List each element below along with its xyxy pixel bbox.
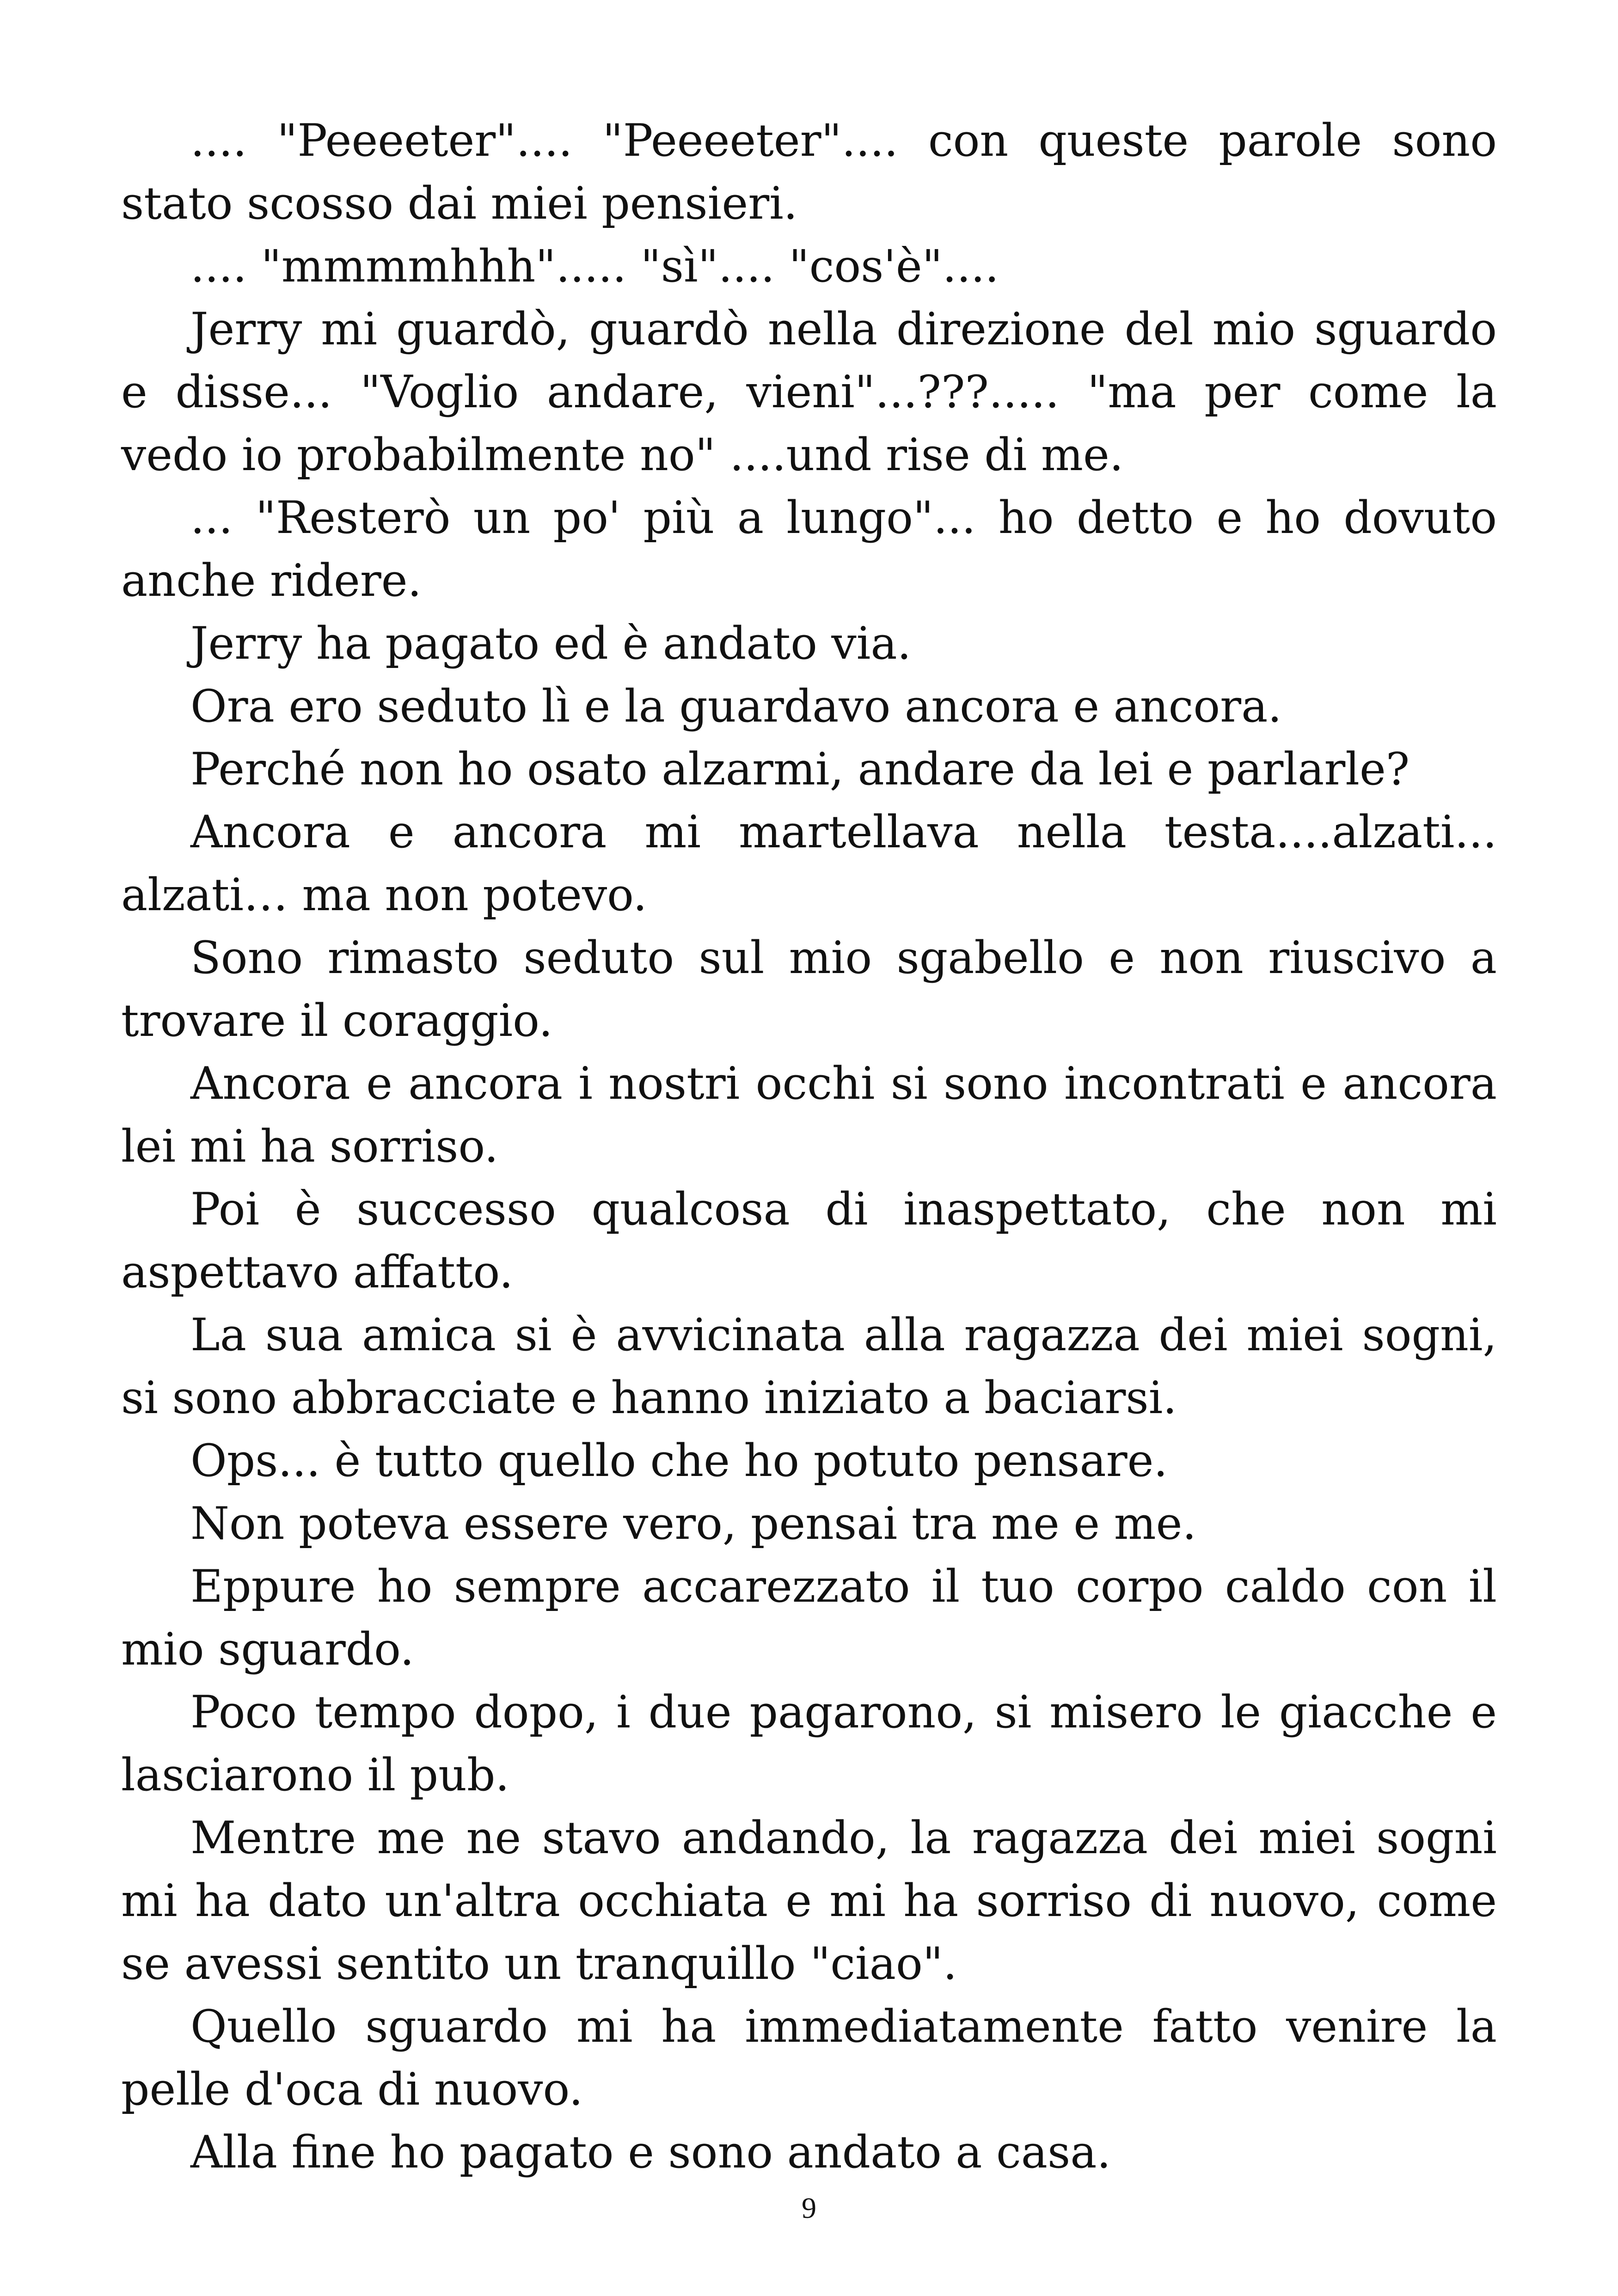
paragraph: Perché non ho osato alzarmi, andare da lei e parlarle?: [190, 743, 1410, 795]
paragraph: Poco tempo dopo, i due pagarono, si misero le giacche e lasciarono il pub.: [121, 1686, 1497, 1801]
paragraph: Jerry mi guardò, guardò nella direzione del mio sguardo e disse... "Voglio andare, vieni"...???..... "ma per come la vedo io probabilmente no" ....und rise di me.: [121, 303, 1497, 481]
paragraph: Poi è successo qualcosa di inaspettato, che non mi aspettavo affatto.: [121, 1183, 1497, 1298]
page-number: 9: [802, 2192, 816, 2224]
paragraph: Ancora e ancora mi martellava nella testa....alzati... alzati… ma non potevo.: [121, 806, 1497, 921]
paragraph: La sua amica si è avvicinata alla ragazza dei miei sogni, si sono abbracciate e hanno iniziato a baciarsi.: [121, 1309, 1497, 1424]
paragraph: .... "mmmmhhh"..... "sì".... "cos'è"....: [190, 240, 999, 292]
paragraph: Jerry ha pagato ed è andato via.: [190, 618, 912, 669]
paragraph: Ops... è tutto quello che ho potuto pensare.: [190, 1435, 1168, 1487]
paragraph: Quello sguardo mi ha immediatamente fatto venire la pelle d'oca di nuovo.: [121, 2001, 1497, 2115]
paragraph: Mentre me ne stavo andando, la ragazza dei miei sogni mi ha dato un'altra occhiata e mi ha sorriso di nuovo, come se avessi sentito un tranquillo "ciao".: [121, 1812, 1497, 1990]
paragraph: Ora ero seduto lì e la guardavo ancora e ancora.: [190, 680, 1282, 732]
paragraph: Sono rimasto seduto sul mio sgabello e non riuscivo a trovare il coraggio.: [121, 932, 1497, 1047]
paragraph: Alla fine ho pagato e sono andato a casa.: [190, 2126, 1111, 2178]
paragraph: Eppure ho sempre accarezzato il tuo corpo caldo con il mio sguardo.: [121, 1561, 1497, 1675]
paragraph: Non poteva essere vero, pensai tra me e me.: [190, 1498, 1196, 1549]
paragraph: .... "Peeeeter".... "Peeeeter".... con queste parole sono stato scosso dai miei pensieri.: [121, 115, 1497, 229]
paragraph: ... "Resterò un po' più a lungo"... ho detto e ho dovuto anche ridere.: [121, 492, 1497, 606]
page-body: [121, 109, 1497, 2184]
paragraph: Ancora e ancora i nostri occhi si sono incontrati e ancora lei mi ha sorriso.: [121, 1058, 1497, 1172]
